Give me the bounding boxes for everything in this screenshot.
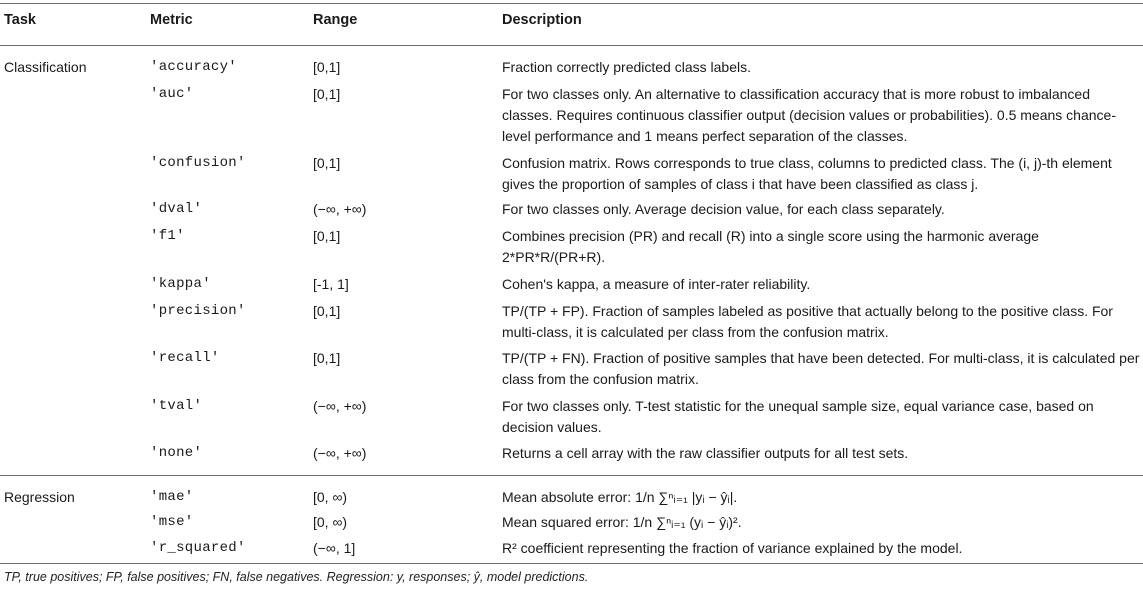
task-cell: Regression (4, 489, 75, 505)
range-cell: [0,1] (313, 59, 341, 75)
range-cell: [0, ∞) (313, 489, 348, 505)
metric-cell: 'none' (150, 445, 203, 461)
range-cell: [0,1] (313, 228, 341, 244)
header-description: Description (502, 12, 582, 28)
description-cell: R² coefficient representing the fraction of variance explained by the model. (502, 540, 963, 556)
header-range: Range (313, 12, 358, 28)
table-top-rule (0, 3, 1143, 4)
range-cell: (−∞, 1] (313, 540, 356, 556)
table-footnote: TP, true positives; FP, false positives; FN, false negatives. Regression: y, responses; ŷ, model predictions. (4, 570, 589, 584)
range-cell: [0, ∞) (313, 514, 348, 530)
header-task: Task (4, 12, 36, 28)
description-cell: Combines precision (PR) and recall (R) into a single score using the harmonic average 2*PR*R/(PR+R). (502, 228, 1039, 265)
metric-cell: 'tval' (150, 398, 203, 414)
description-cell: TP/(TP + FP). Fraction of samples labeled as positive that actually belong to the positive class. For multi-class, it is calculated per class from the confusion matrix. (502, 303, 1113, 340)
range-cell: [0,1] (313, 303, 341, 319)
range-cell: [0,1] (313, 155, 341, 171)
range-cell: (−∞, +∞) (313, 398, 367, 414)
metric-cell: 'recall' (150, 350, 220, 366)
description-cell: For two classes only. An alternative to classification accuracy that is more robust to imbalanced classes. Requires continuous classifier output (decision values or probabilities). 0.5 means chance-level performance and 1 means perfect separation of the classes. (502, 86, 1116, 144)
range-cell: [-1, 1] (313, 276, 349, 292)
task-cell: Classification (4, 59, 87, 75)
description-cell: For two classes only. Average decision value, for each class separately. (502, 201, 945, 217)
description-cell: Mean squared error: 1/n ∑ⁿᵢ₌₁ (yᵢ − ŷᵢ)². (502, 514, 742, 530)
header-bottom-rule (0, 45, 1143, 46)
metric-cell: 'precision' (150, 303, 246, 319)
metric-cell: 'dval' (150, 201, 203, 217)
metric-cell: 'auc' (150, 86, 194, 102)
metric-cell: 'r_squared' (150, 540, 246, 556)
range-cell: [0,1] (313, 350, 341, 366)
table-header-row (0, 12, 1143, 34)
header-metric: Metric (150, 12, 193, 28)
description-cell: Returns a cell array with the raw classifier outputs for all test sets. (502, 445, 909, 461)
range-cell: [0,1] (313, 86, 341, 102)
description-cell: TP/(TP + FN). Fraction of positive samples that have been detected. For multi-class, it is calculated per class from the confusion matrix. (502, 350, 1140, 387)
metric-cell: 'mse' (150, 514, 194, 530)
table-bottom-rule (0, 563, 1143, 564)
metric-cell: 'accuracy' (150, 59, 238, 75)
metric-cell: 'confusion' (150, 155, 246, 171)
description-cell: For two classes only. T-test statistic for the unequal sample size, equal variance case, based on decision values. (502, 398, 1094, 435)
description-cell: Mean absolute error: 1/n ∑ⁿᵢ₌₁ |yᵢ − ŷᵢ|. (502, 489, 738, 505)
section-divider-rule (0, 475, 1143, 476)
range-cell: (−∞, +∞) (313, 201, 367, 217)
metric-cell: 'mae' (150, 489, 194, 505)
description-cell: Cohen's kappa, a measure of inter-rater reliability. (502, 276, 811, 292)
description-cell: Confusion matrix. Rows corresponds to true class, columns to predicted class. The (i, j)-th element gives the proportion of samples of class i that have been classified as class j. (502, 155, 1112, 192)
description-cell: Fraction correctly predicted class labels. (502, 59, 751, 75)
metric-cell: 'kappa' (150, 276, 211, 292)
range-cell: (−∞, +∞) (313, 445, 367, 461)
metric-cell: 'f1' (150, 228, 185, 244)
